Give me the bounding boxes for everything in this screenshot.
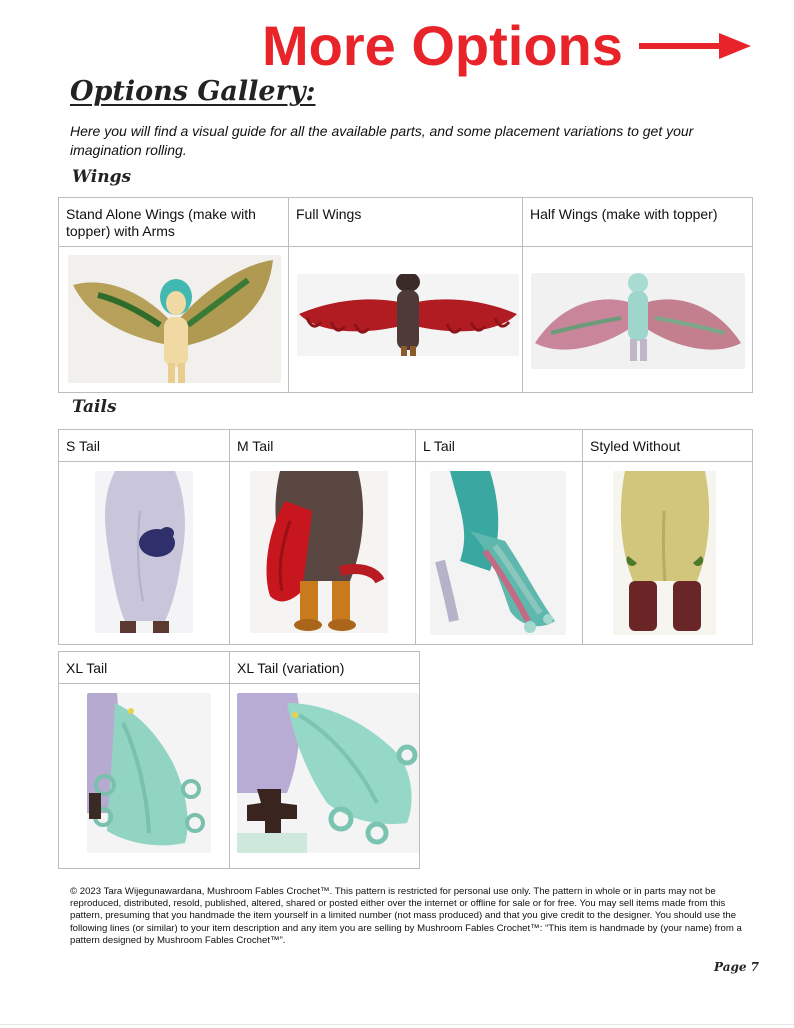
right-arrow-icon: [639, 31, 751, 61]
tails-photo-cell-m: [230, 462, 416, 645]
wings-label-full: Full Wings: [289, 198, 523, 247]
photo-half-wings: [531, 273, 745, 369]
photo-xl-tail-variation: [237, 693, 419, 853]
wings-heading: Wings: [72, 167, 132, 187]
photo-m-tail: [250, 471, 388, 633]
more-options-banner: [262, 14, 751, 78]
wings-photo-cell-half: [523, 247, 753, 393]
bottom-divider: [0, 1024, 794, 1025]
wings-label-half: Half Wings (make with topper): [523, 198, 753, 247]
tails-table: [58, 429, 753, 645]
tails-label-xl-variation: XL Tail (variation): [230, 652, 420, 684]
wings-photo-cell-stand-alone: [59, 247, 289, 393]
tails-label-s: S Tail: [59, 430, 230, 462]
photo-full-wings: [297, 274, 519, 356]
tails-photo-cell-l: [416, 462, 583, 645]
wings-table: [58, 197, 753, 393]
wings-photo-cell-full: [289, 247, 523, 393]
photo-stand-alone-wings: [68, 255, 281, 383]
photo-xl-tail: [87, 693, 211, 853]
page-number: Page 7: [714, 960, 760, 974]
wings-label-stand-alone: Stand Alone Wings (make with topper) with Arms: [59, 198, 289, 247]
tails-label-styled-without: Styled Without: [583, 430, 753, 462]
xl-tails-table: [58, 651, 420, 869]
tails-heading: Tails: [72, 397, 117, 417]
tails-label-m: M Tail: [230, 430, 416, 462]
page-title: Options Gallery:: [70, 76, 316, 107]
more-options-text: More Options: [262, 14, 623, 77]
photo-styled-without: [613, 471, 716, 635]
tails-label-l: L Tail: [416, 430, 583, 462]
copyright-notice: © 2023 Tara Wijegunawardana, Mushroom Fables Crochet™. This pattern is restricted for personal use only. The pattern in whole or in parts may not be reproduced, distributed, resold, published, altered, shared or posted either over the internet or offline for sale or for free. You may sell items made from this pattern, presuming that you handmade the item yourself in a limited number (not mass produced) and that you give credit to the designer. You should use the following lines (or similar) to your item description and any item you are selling by Mushroom Fables Crochet™: “This item is handmade by (your name) from a pattern designed by Mushroom Fables Crochet™”.: [70, 886, 742, 946]
tails-photo-cell-xl: [59, 684, 230, 869]
tails-photo-cell-xl-variation: [230, 684, 420, 869]
tails-photo-cell-styled-without: [583, 462, 753, 645]
tails-photo-cell-s: [59, 462, 230, 645]
tails-label-xl: XL Tail: [59, 652, 230, 684]
photo-l-tail: [430, 471, 566, 635]
intro-text: Here you will find a visual guide for all the available parts, and some placement variations to get your imagination rolling.: [70, 123, 694, 158]
photo-s-tail: [95, 471, 193, 633]
